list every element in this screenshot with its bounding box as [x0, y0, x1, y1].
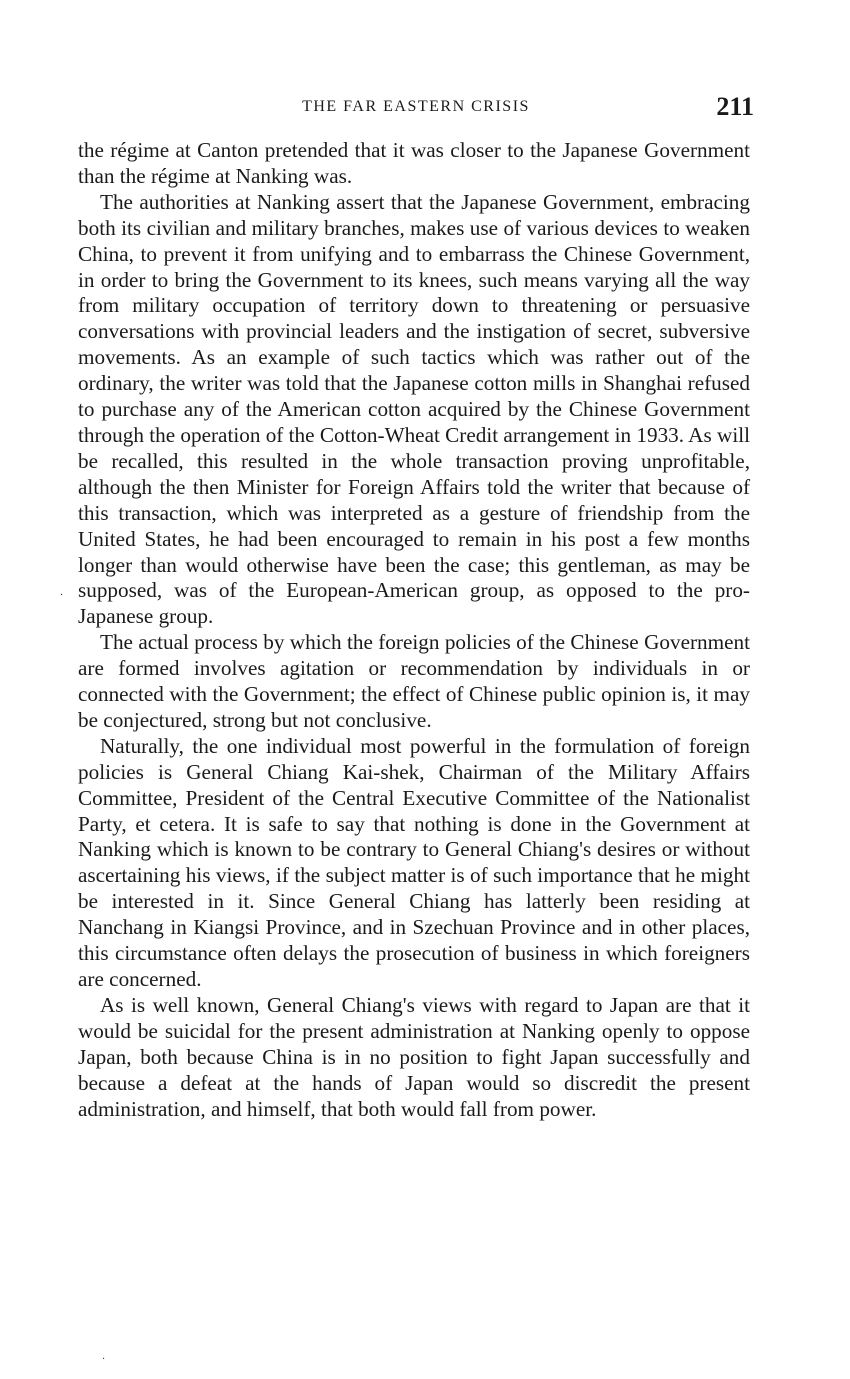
- running-title: THE FAR EASTERN CRISIS: [302, 98, 530, 115]
- paragraph-policy-process: The actual process by which the foreign policies of the Chinese Government are formed involves agitation or recommendation by individuals in or connected with the Government; the effect of Chinese public opinion is, it may be conjectured, strong but not conclusive.: [78, 630, 750, 732]
- body-text: [78, 138, 750, 1122]
- paragraph-nanking-authorities: The authorities at Nanking assert that the Japanese Government, embracing both its civilian and military branches, makes use of various devices to weaken China, to prevent it from unifying and to embarrass the Chinese Government, in order to bring the Government to its knees, such means varying all the way from military occupation of territory down to threatening or persuasive conversations with provincial leaders and the instigation of secret, subversive movements. As an example of such tactics which was rather out of the ordinary, the writer was told that the Japanese cotton mills in Shanghai refused to purchase any of the American cotton acquired by the Chinese Government through the operation of the Cotton-Wheat Credit arrangement in 1933. As will be recalled, this resulted in the whole transaction proving unprofitable, although the then Minister for Foreign Affairs told the writer that because of this transaction, which was interpreted as a gesture of friendship from the United States, he had been encouraged to remain in his post a few months longer than would otherwise have been the case; this gentleman, as may be supposed, was of the European-American group, as opposed to the pro-Japanese group.: [78, 189, 750, 629]
- stray-ink-mark: .: [60, 587, 64, 598]
- paragraph-chiang-views-japan: As is well known, General Chiang's views with regard to Japan are that it would be suicidal for the present administration at Nanking openly to oppose Japan, both because China is in no position to fight Japan successfully and because a defeat at the hands of Japan would so discredit the present administration, and himself, that both would fall from power.: [78, 992, 750, 1121]
- paragraph-continuation: the régime at Canton pretended that it was closer to the Japanese Government than the régime at Nanking was.: [78, 138, 750, 188]
- paragraph-chiang-kai-shek: Naturally, the one individual most powerful in the formulation of foreign policies is General Chiang Kai-shek, Chairman of the Military Affairs Committee, President of the Central Executive Committee of the Nationalist Party, et cetera. It is safe to say that nothing is done in the Government at Nanking which is known to be contrary to General Chiang's desires or without ascertaining his views, if the subject matter is of such importance that he might be interested in it. Since General Chiang has latterly been residing at Nanchang in Kiangsi Province, and in Szechuan Province and in other places, this circumstance often delays the prosecution of business in which foreigners are concerned.: [78, 733, 750, 991]
- running-head: [78, 92, 754, 124]
- stray-ink-mark: .: [102, 1351, 106, 1362]
- page-number: 211: [716, 92, 754, 121]
